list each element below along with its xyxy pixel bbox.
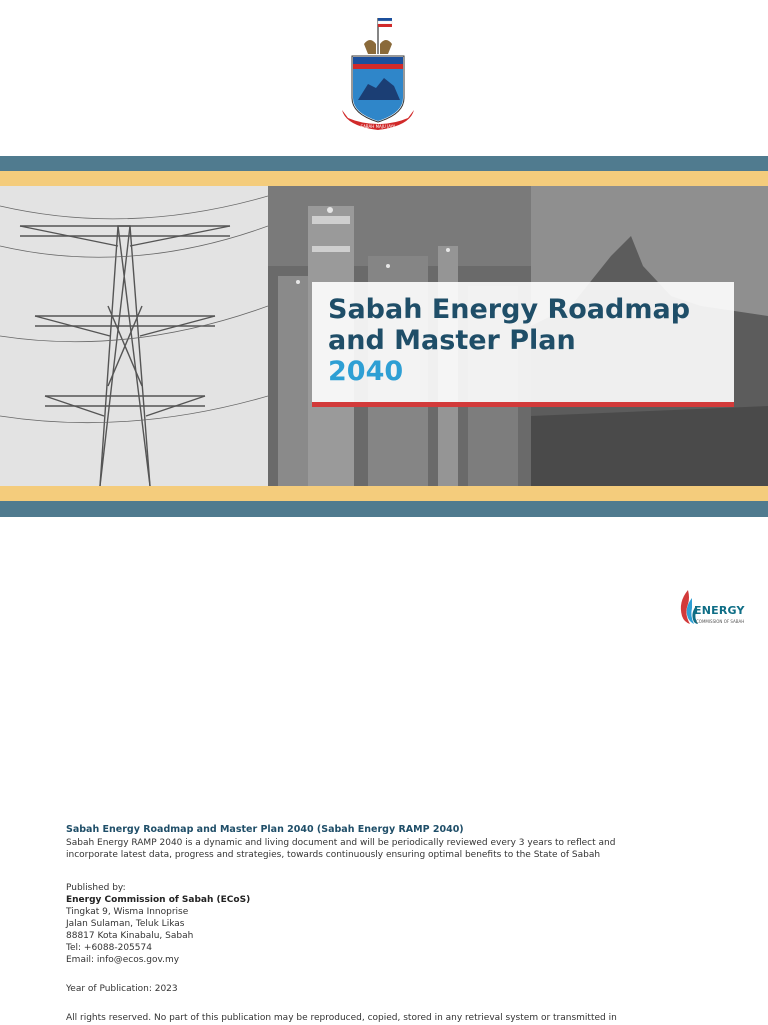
publisher-email: Email: info@ecos.gov.my [66,955,180,965]
document-description-line-1: Sabah Energy RAMP 2040 is a dynamic and living document and will be periodically reviewed every 3 years to reflect and [66,838,616,848]
sabah-crest-logo [338,14,418,142]
cover-title-box [312,282,734,404]
energy-logo-subtitle: COMMISSION OF SABAH [696,619,745,624]
banner-top-gold-band [0,171,768,186]
transmission-tower-photo [0,186,268,486]
year-of-publication: Year of Publication: 2023 [66,984,178,994]
rights-statement: All rights reserved. No part of this publication may be reproduced, copied, stored in any retrieval system or transmitted in [66,1013,617,1023]
published-by-label: Published by: [66,883,126,893]
banner-bottom-teal-band [0,501,768,517]
title-accent-rule [312,402,734,407]
banner-top-teal-band [0,156,768,171]
publisher-name: Energy Commission of Sabah (ECoS) [66,895,251,905]
document-description-line-2: incorporate latest data, progress and strategies, towards continuously ensuring optimal benefits to the State of Sabah [66,850,601,860]
document-heading: Sabah Energy Roadmap and Master Plan 2040 (Sabah Energy RAMP 2040) [66,824,464,835]
title-line-1: Sabah Energy Roadmap [328,294,691,325]
crest-motto: SABAH MAJU JAYA [360,124,396,129]
energy-logo-word: ENERGY [694,604,745,617]
publisher-address-line-2: Jalan Sulaman, Teluk Likas [66,919,185,929]
banner-bottom-gold-band [0,486,768,501]
publisher-address-line-3: 88817 Kota Kinabalu, Sabah [66,931,194,941]
publisher-address-line-1: Tingkat 9, Wisma Innoprise [66,907,189,917]
title-line-2: and Master Plan [328,325,576,356]
publisher-telephone: Tel: +6088-205574 [66,943,152,953]
title-year: 2040 [328,356,404,387]
